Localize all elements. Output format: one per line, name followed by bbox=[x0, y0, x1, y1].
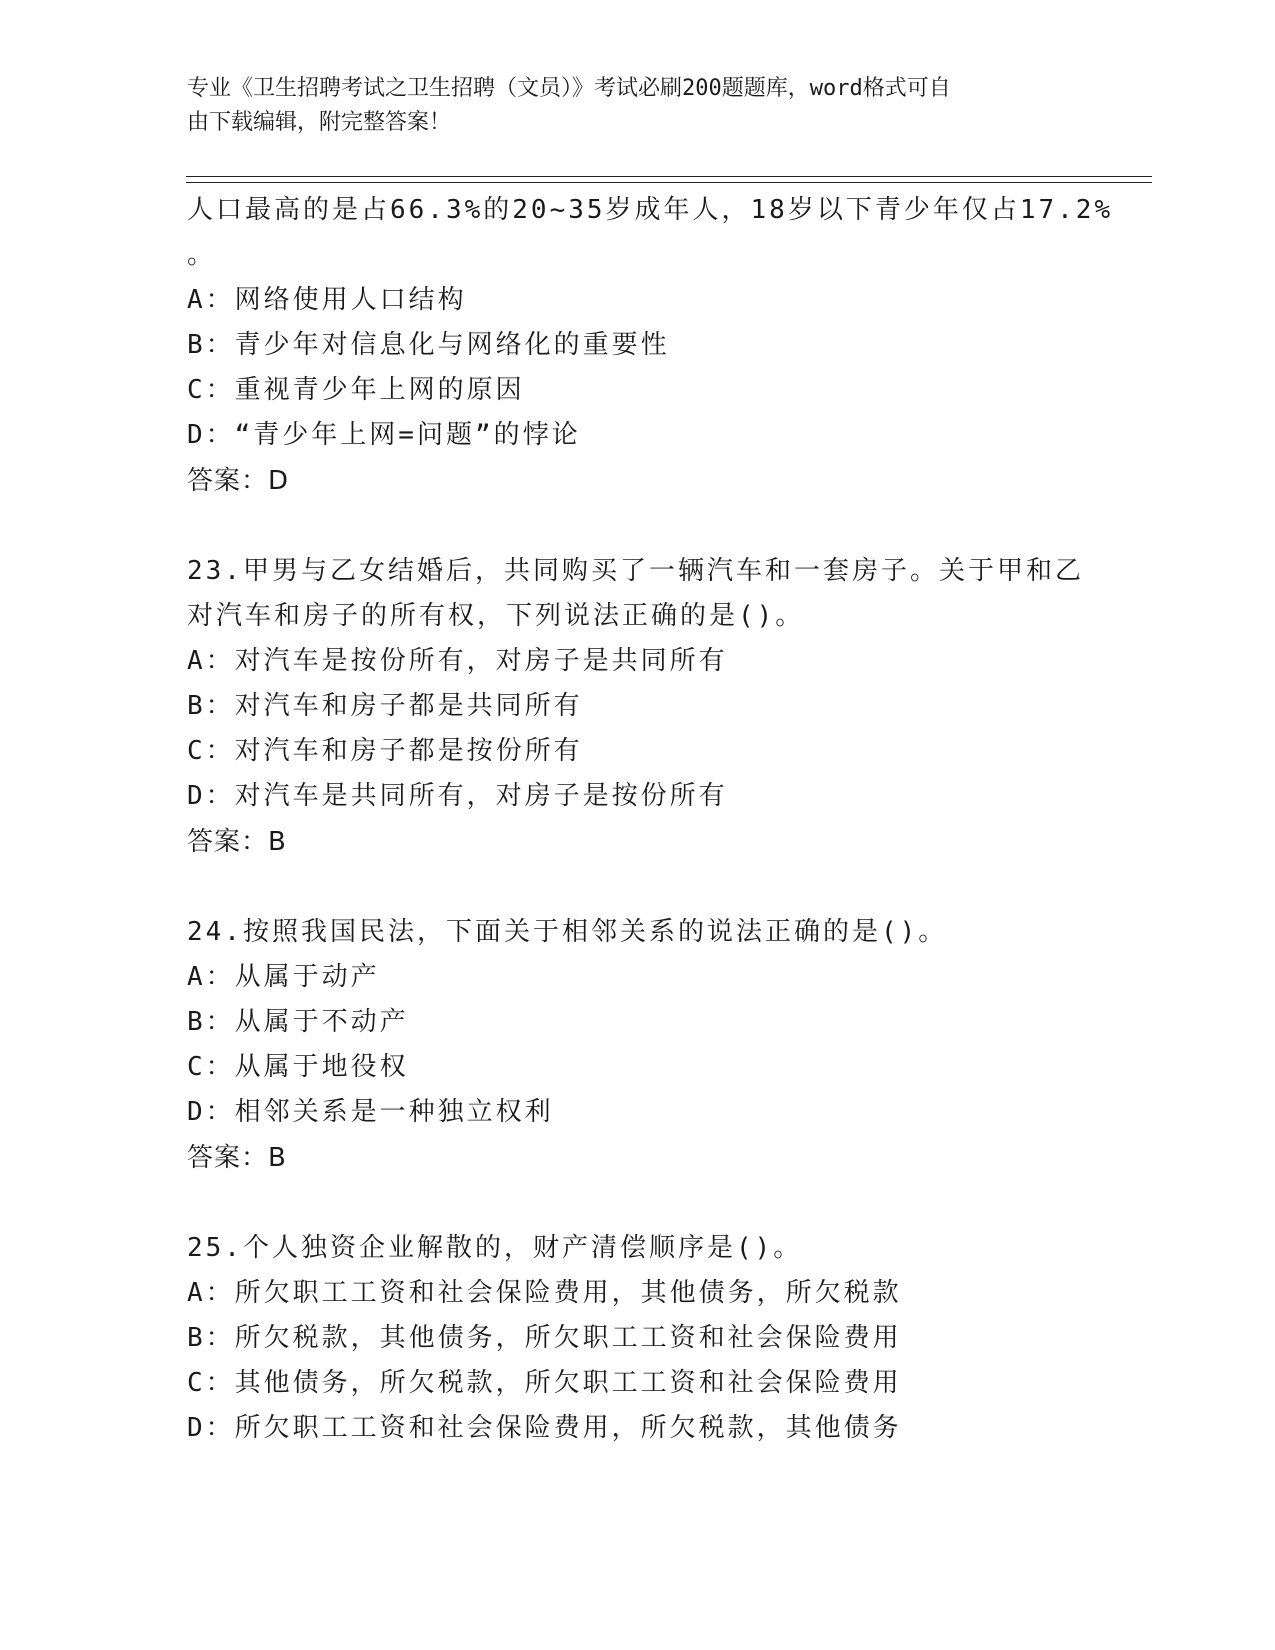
question-24 bbox=[187, 910, 1187, 1181]
question-list bbox=[187, 188, 1187, 1451]
answer-line: 答案：B bbox=[187, 1143, 287, 1173]
document-header bbox=[187, 72, 1067, 140]
question-25 bbox=[187, 1226, 1187, 1451]
option-a: A：所欠职工工资和社会保险费用，其他债务，所欠税款 bbox=[187, 1278, 902, 1308]
question-stem: 24.按照我国民法，下面关于相邻关系的说法正确的是()。 bbox=[187, 917, 948, 947]
question-stem: 。 bbox=[187, 240, 217, 270]
question-23 bbox=[187, 549, 1187, 865]
option-b: B：对汽车和房子都是共同所有 bbox=[187, 691, 583, 721]
option-d: D：“青少年上网=问题”的悖论 bbox=[187, 420, 581, 450]
option-c: C：其他债务，所欠税款，所欠职工工资和社会保险费用 bbox=[187, 1368, 902, 1398]
option-d: D：对汽车是共同所有，对房子是按份所有 bbox=[187, 781, 728, 811]
answer-line: 答案：B bbox=[187, 827, 287, 857]
question-stem: 25.个人独资企业解散的，财产清偿顺序是()。 bbox=[187, 1233, 803, 1263]
question-stem: 人口最高的是占66.3%的20~35岁成年人，18岁以下青少年仅占17.2% bbox=[187, 195, 1114, 225]
option-c: C：对汽车和房子都是按份所有 bbox=[187, 736, 583, 766]
option-b: B：从属于不动产 bbox=[187, 1007, 409, 1037]
option-c: C：重视青少年上网的原因 bbox=[187, 375, 525, 405]
header-divider-top bbox=[186, 176, 1152, 177]
option-b: B：所欠税款，其他债务，所欠职工工资和社会保险费用 bbox=[187, 1323, 902, 1353]
option-d: D：相邻关系是一种独立权利 bbox=[187, 1097, 554, 1127]
option-d: D：所欠职工工资和社会保险费用，所欠税款，其他债务 bbox=[187, 1413, 902, 1443]
option-a: A：从属于动产 bbox=[187, 962, 380, 992]
header-line-2: 由下载编辑，附完整答案！ bbox=[187, 110, 452, 135]
option-a: A：对汽车是按份所有，对房子是共同所有 bbox=[187, 646, 728, 676]
question-stem: 对汽车和房子的所有权，下列说法正确的是()。 bbox=[187, 601, 805, 631]
option-a: A：网络使用人口结构 bbox=[187, 285, 467, 315]
spacer bbox=[187, 504, 1187, 549]
question-stem: 23.甲男与乙女结婚后，共同购买了一辆汽车和一套房子。关于甲和乙 bbox=[187, 556, 1084, 586]
spacer bbox=[187, 865, 1187, 910]
header-divider-bottom bbox=[186, 182, 1152, 183]
option-b: B：青少年对信息化与网络化的重要性 bbox=[187, 330, 670, 360]
header-line-1: 专业《卫生招聘考试之卫生招聘（文员）》考试必刷200题题库，word格式可自 bbox=[187, 76, 951, 101]
spacer bbox=[187, 1181, 1187, 1226]
option-c: C：从属于地役权 bbox=[187, 1052, 409, 1082]
question-22 bbox=[187, 188, 1187, 504]
answer-line: 答案：D bbox=[187, 466, 290, 496]
